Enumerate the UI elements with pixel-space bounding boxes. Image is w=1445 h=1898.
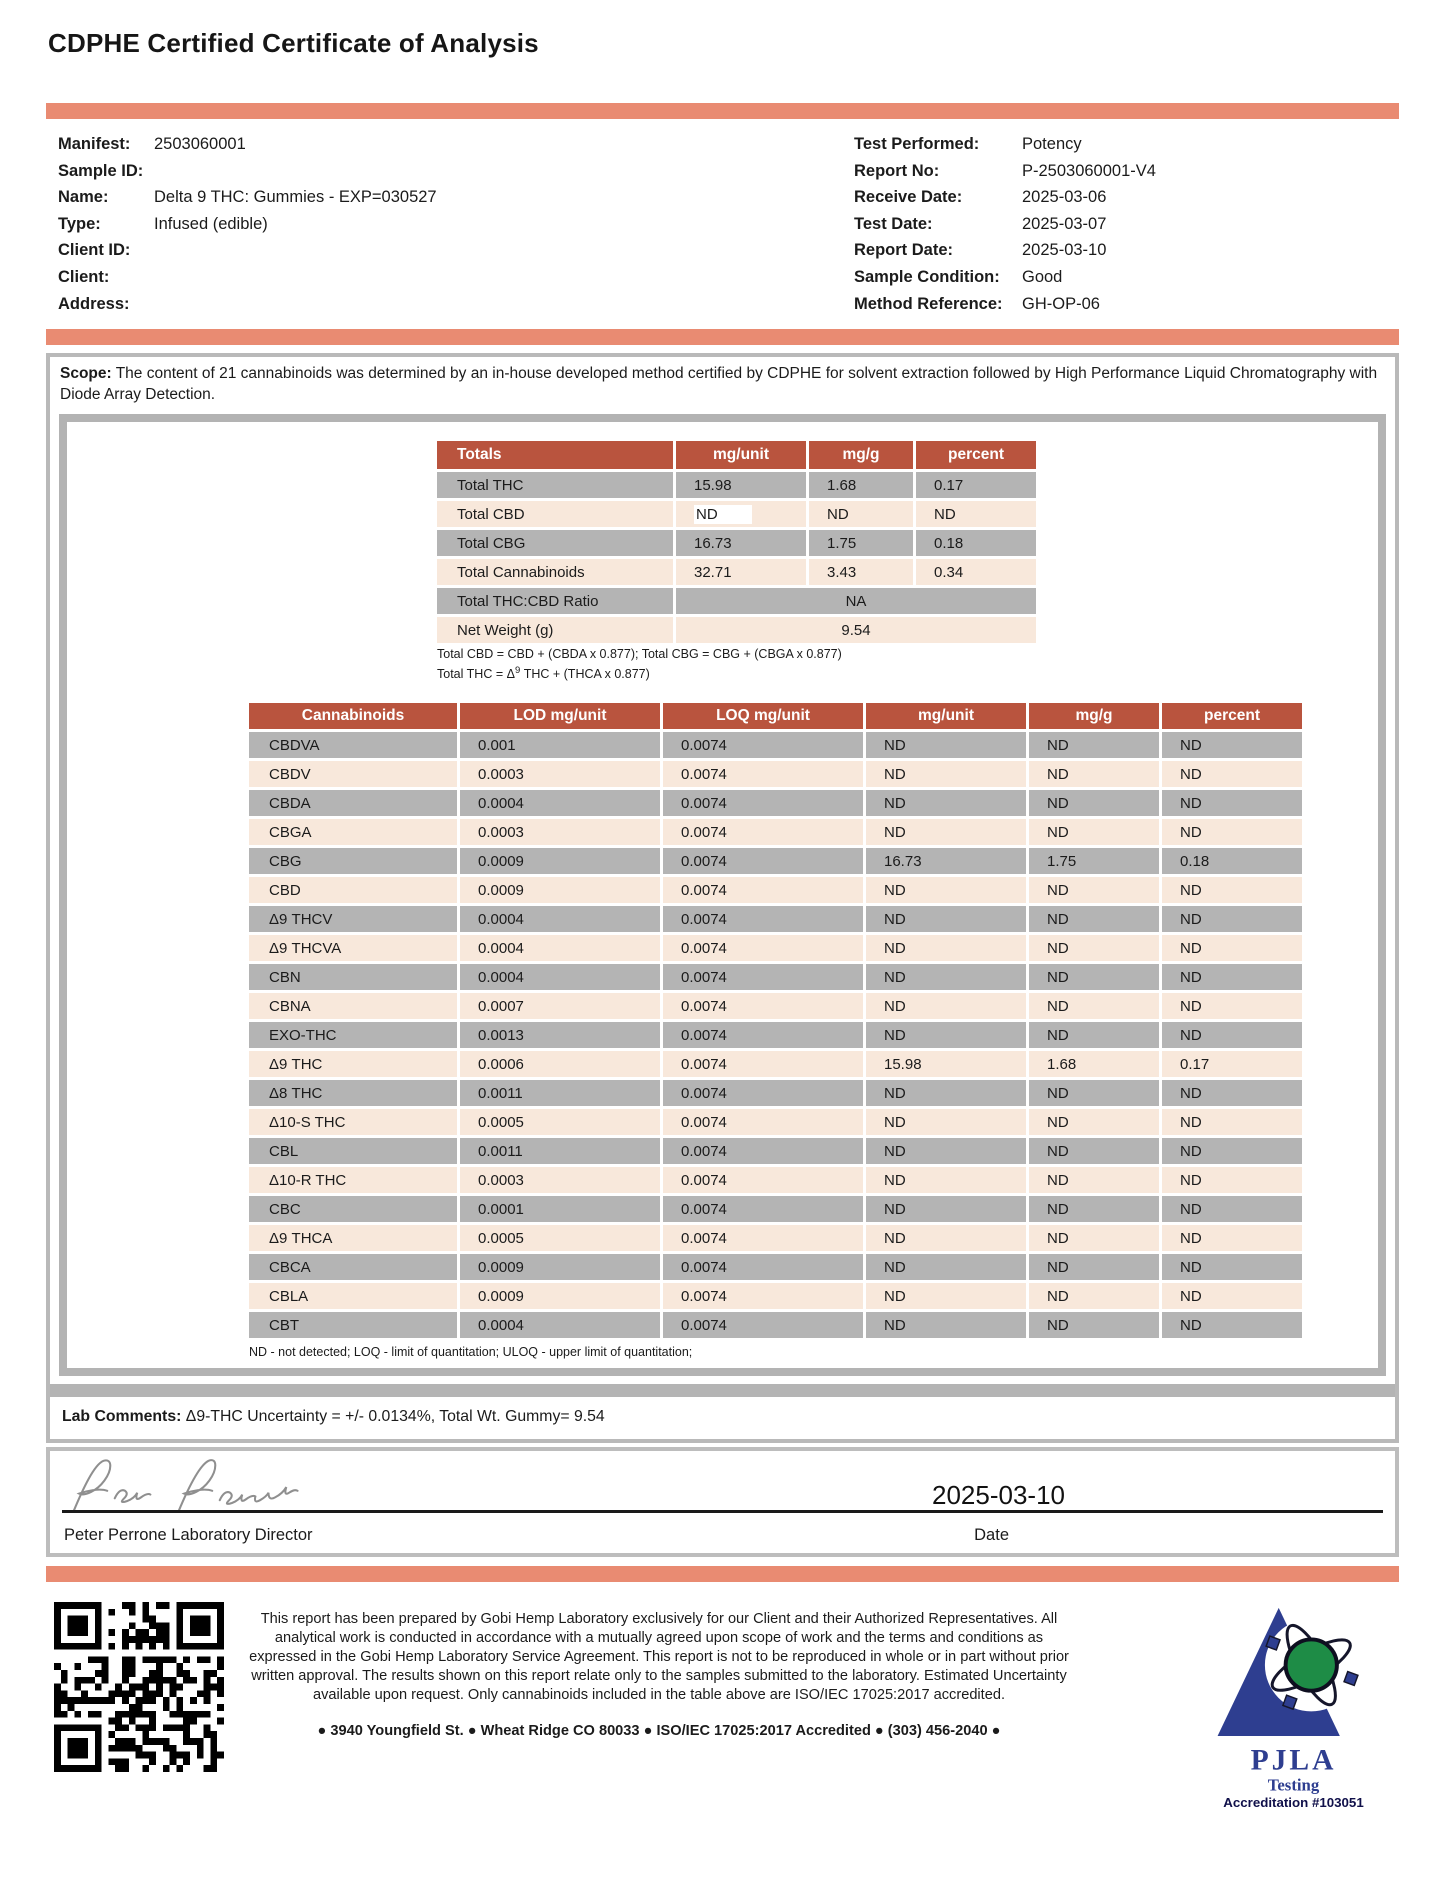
row-label: EXO-THC (249, 1022, 457, 1048)
table-cell: 9.54 (676, 617, 1036, 643)
divider-gray-bar (50, 1384, 1395, 1397)
table-row (249, 1109, 1302, 1135)
table-row (249, 906, 1302, 932)
row-label: Total THC:CBD Ratio (437, 588, 673, 614)
info-value: Potency (1022, 135, 1082, 153)
signatory-name: Peter Perrone Laboratory Director (64, 1526, 313, 1545)
table-cell: 0.0006 (460, 1051, 660, 1077)
results-frame (59, 414, 1386, 1376)
info-label: Sample Condition: (854, 267, 1000, 286)
table-cell: ND (866, 1109, 1026, 1135)
lab-comments (50, 1397, 1395, 1439)
column-header: Cannabinoids (249, 703, 457, 729)
table-cell: 0.0004 (460, 1312, 660, 1338)
pjla-logo-image (1201, 1598, 1386, 1810)
footer-center (240, 1596, 1078, 1815)
table-cell: ND (1029, 964, 1159, 990)
row-label: Δ9 THC (249, 1051, 457, 1077)
table-cell: 0.0074 (663, 935, 863, 961)
table-cell: 32.71 (676, 559, 806, 585)
scope-label: Scope: (60, 365, 112, 383)
info-field (58, 158, 854, 185)
table-cell: ND (1029, 1022, 1159, 1048)
table-row (249, 1196, 1302, 1222)
scope-section (50, 357, 1395, 414)
info-field (854, 131, 1387, 158)
table-cell: ND (809, 501, 913, 527)
table-cell: ND (1162, 906, 1302, 932)
table-cell: 0.0003 (460, 1167, 660, 1193)
row-label: Δ10-R THC (249, 1167, 457, 1193)
table-cell: 0.0004 (460, 790, 660, 816)
table-cell (676, 501, 806, 527)
info-label: Test Date: (854, 214, 933, 233)
row-label: Total CBD (437, 501, 673, 527)
column-header: Totals (437, 441, 673, 469)
table-cell: ND (866, 993, 1026, 1019)
table-cell: 0.0074 (663, 790, 863, 816)
table-row (249, 1138, 1302, 1164)
table-cell: 15.98 (676, 472, 806, 498)
table-cell: ND (916, 501, 1036, 527)
info-label: Client: (58, 267, 110, 286)
table-cell: ND (866, 761, 1026, 787)
info-label: Sample ID: (58, 161, 144, 180)
table-cell: ND (866, 790, 1026, 816)
pjla-logo (1201, 1596, 1391, 1815)
table-cell: 0.0074 (663, 1167, 863, 1193)
table-cell: 0.001 (460, 732, 660, 758)
table-row (249, 732, 1302, 758)
table-cell: 3.43 (809, 559, 913, 585)
table-cell: ND (1162, 935, 1302, 961)
row-label: Total Cannabinoids (437, 559, 673, 585)
table-cell: 0.0003 (460, 761, 660, 787)
row-label: CBT (249, 1312, 457, 1338)
table-cell: 1.68 (1029, 1051, 1159, 1077)
table-cell: ND (866, 1196, 1026, 1222)
info-label: Receive Date: (854, 188, 963, 207)
table-row (249, 1254, 1302, 1280)
row-label: CBG (249, 848, 457, 874)
table-cell: 0.18 (916, 530, 1036, 556)
info-label: Name: (58, 188, 109, 207)
table-cell: 0.0074 (663, 761, 863, 787)
table-cell: 0.0074 (663, 964, 863, 990)
table-cell: ND (1029, 761, 1159, 787)
row-label: Δ9 THCVA (249, 935, 457, 961)
info-value: 2025-03-06 (1022, 188, 1107, 207)
table-cell: 0.0074 (663, 877, 863, 903)
table-cell: 0.0074 (663, 1254, 863, 1280)
signature-date: 2025-03-10 (932, 1480, 1065, 1511)
table-cell: ND (866, 732, 1026, 758)
info-label: Type: (58, 214, 101, 233)
table-cell: 0.0074 (663, 819, 863, 845)
table-cell: 0.34 (916, 559, 1036, 585)
table-cell: ND (1162, 732, 1302, 758)
divider-bar-mid (46, 329, 1399, 345)
table-cell: ND (866, 1138, 1026, 1164)
info-label: Address: (58, 294, 130, 313)
table-cell: 0.0074 (663, 993, 863, 1019)
table-cell: 0.0074 (663, 848, 863, 874)
totals-footnote-1: Total CBD = CBD + (CBDA x 0.877); Total CBG = CBG + (CBGA x 0.877) (437, 647, 842, 662)
table-cell: 0.0074 (663, 1022, 863, 1048)
table-cell: 0.0011 (460, 1138, 660, 1164)
column-header: mg/g (1029, 703, 1159, 729)
row-label: CBL (249, 1138, 457, 1164)
table-cell: ND (1162, 877, 1302, 903)
info-value: GH-OP-06 (1022, 294, 1100, 313)
table-cell: ND (1162, 1022, 1302, 1048)
table-cell: 1.75 (809, 530, 913, 556)
table-cell: ND (866, 1312, 1026, 1338)
row-label: Δ10-S THC (249, 1109, 457, 1135)
info-field (58, 184, 854, 211)
divider-bar-top (46, 103, 1399, 119)
info-value: 2025-03-07 (1022, 214, 1107, 233)
row-label: CBDVA (249, 732, 457, 758)
table-cell: ND (1162, 790, 1302, 816)
table-row (249, 1080, 1302, 1106)
table-cell: ND (1162, 1225, 1302, 1251)
table-row (249, 1225, 1302, 1251)
table-cell: 0.0074 (663, 1225, 863, 1251)
table-row (437, 559, 1036, 585)
table-cell: ND (866, 877, 1026, 903)
pjla-accreditation: Accreditation #103051 (1223, 1795, 1364, 1811)
lab-comments-label: Lab Comments: (62, 1408, 182, 1426)
row-label: Δ8 THC (249, 1080, 457, 1106)
qr-code-image (54, 1602, 224, 1772)
info-value: Delta 9 THC: Gummies - EXP=030527 (154, 188, 437, 207)
table-cell: ND (866, 819, 1026, 845)
table-cell: ND (1162, 819, 1302, 845)
row-label: CBN (249, 964, 457, 990)
table-cell: ND (1162, 964, 1302, 990)
certificate-page (0, 28, 1445, 1815)
table-row (249, 790, 1302, 816)
info-field (854, 291, 1387, 318)
table-cell: ND (1162, 1138, 1302, 1164)
row-label: Net Weight (g) (437, 617, 673, 643)
table-cell: ND (1029, 1109, 1159, 1135)
table-header-row (249, 703, 1302, 729)
table-cell: 0.0074 (663, 1283, 863, 1309)
table-cell: ND (1029, 877, 1159, 903)
qr-code (54, 1596, 226, 1815)
footer (46, 1596, 1399, 1815)
info-field (58, 131, 854, 158)
date-label: Date (974, 1526, 1009, 1545)
table-cell: 0.0005 (460, 1225, 660, 1251)
info-field (854, 264, 1387, 291)
table-footnote: ND - not detected; LOQ - limit of quantitation; ULOQ - upper limit of quantitation; (249, 1345, 693, 1360)
highlighted-value: ND (694, 505, 752, 524)
info-field (854, 184, 1387, 211)
table-cell: ND (1162, 1312, 1302, 1338)
row-label: CBNA (249, 993, 457, 1019)
table-cell: 0.0074 (663, 1138, 863, 1164)
row-label: CBD (249, 877, 457, 903)
info-field (854, 158, 1387, 185)
report-info-right (854, 131, 1387, 317)
disclaimer-text: This report has been prepared by Gobi Hemp Laboratory exclusively for our Client and their Authorized Representatives. All analytical work is conducted in accordance with a mutually agreed upon scope of work and the terms and conditions as expressed in the Gobi Hemp Laboratory Service Agreement. This report is not to be reproduced in whole or in part without prior written approval. The results shown on this report relate only to the samples submitted to the laboratory. Estimated Uncertainty available upon request. Only cannabinoids included in the table above are ISO/IEC 17025:2017 accredited. (249, 1611, 1069, 1704)
table-cell: ND (1029, 1254, 1159, 1280)
info-label: Report Date: (854, 241, 954, 260)
table-cell: 16.73 (866, 848, 1026, 874)
pjla-name: PJLA (1250, 1744, 1337, 1777)
table-cell: 0.0074 (663, 1312, 863, 1338)
table-cell: ND (1029, 1196, 1159, 1222)
table-cell: ND (866, 1283, 1026, 1309)
column-header: percent (916, 441, 1036, 469)
table-row (437, 530, 1036, 556)
table-cell: 0.0009 (460, 848, 660, 874)
info-value: 2503060001 (154, 135, 246, 153)
table-cell: 1.75 (1029, 848, 1159, 874)
table-row (249, 1051, 1302, 1077)
table-cell: 0.0004 (460, 964, 660, 990)
table-cell: NA (676, 588, 1036, 614)
table-cell: ND (1029, 790, 1159, 816)
table-cell: ND (866, 935, 1026, 961)
table-cell: ND (1162, 993, 1302, 1019)
table-row (249, 1022, 1302, 1048)
info-field (58, 264, 854, 291)
table-row (249, 1312, 1302, 1338)
table-cell: 0.18 (1162, 848, 1302, 874)
column-header: mg/unit (866, 703, 1026, 729)
table-cell: 0.0009 (460, 1254, 660, 1280)
signature-rule (62, 1510, 1383, 1513)
totals-table (434, 438, 1039, 646)
table-cell: ND (866, 906, 1026, 932)
table-cell: ND (866, 1254, 1026, 1280)
table-cell: ND (866, 1080, 1026, 1106)
table-cell: ND (1029, 1080, 1159, 1106)
table-row (249, 848, 1302, 874)
table-cell: 0.0004 (460, 935, 660, 961)
table-cell: 0.0007 (460, 993, 660, 1019)
table-cell: ND (1162, 1196, 1302, 1222)
table-cell: 0.0074 (663, 1109, 863, 1135)
info-label: Manifest: (58, 135, 131, 153)
table-cell: 0.17 (916, 472, 1036, 498)
table-cell: ND (1162, 1080, 1302, 1106)
info-field (58, 211, 854, 238)
cannabinoids-table (246, 700, 1305, 1341)
table-header-row (437, 441, 1036, 469)
row-label: Δ9 THCA (249, 1225, 457, 1251)
column-header: LOQ mg/unit (663, 703, 863, 729)
table-cell: ND (1162, 1109, 1302, 1135)
table-cell: ND (1029, 993, 1159, 1019)
table-row (437, 617, 1036, 643)
table-cell: 0.0001 (460, 1196, 660, 1222)
row-label: Δ9 THCV (249, 906, 457, 932)
table-cell: ND (866, 1225, 1026, 1251)
table-cell: 0.0074 (663, 1196, 863, 1222)
table-cell: ND (1029, 1283, 1159, 1309)
column-header: mg/g (809, 441, 913, 469)
table-cell: ND (1029, 732, 1159, 758)
row-label: CBDV (249, 761, 457, 787)
info-label: Client ID: (58, 241, 131, 260)
table-cell: 0.0074 (663, 732, 863, 758)
table-cell: 16.73 (676, 530, 806, 556)
row-label: CBCA (249, 1254, 457, 1280)
table-cell: ND (1162, 1167, 1302, 1193)
table-cell: 15.98 (866, 1051, 1026, 1077)
info-label: Method Reference: (854, 294, 1003, 313)
column-header: percent (1162, 703, 1302, 729)
info-value: 2025-03-10 (1022, 241, 1107, 260)
info-field (854, 211, 1387, 238)
table-cell: 0.0009 (460, 877, 660, 903)
info-field (58, 237, 854, 264)
lab-address-line: ● 3940 Youngfield St. ● Wheat Ridge CO 80033 ● ISO/IEC 17025:2017 Accredited ● (303) 456-2040 ● (317, 1723, 1001, 1740)
scope-text: The content of 21 cannabinoids was determined by an in-house developed method certified by CDPHE for solvent extraction followed by High Performance Liquid Chromatography with Diode Array Detection. (60, 365, 1378, 404)
lab-comments-text: Δ9-THC Uncertainty = +/- 0.0134%, Total Wt. Gummy= 9.54 (181, 1408, 605, 1426)
table-cell: 0.17 (1162, 1051, 1302, 1077)
row-label: CBDA (249, 790, 457, 816)
table-row (249, 761, 1302, 787)
row-label: CBGA (249, 819, 457, 845)
table-cell: 0.0074 (663, 906, 863, 932)
info-label: Test Performed: (854, 135, 980, 153)
table-cell: ND (1029, 1138, 1159, 1164)
table-row (437, 588, 1036, 614)
totals-footnote-2: Total THC = $\Delta^9$ THC + (THCA x 0.877) (437, 664, 650, 681)
info-field (58, 291, 854, 318)
row-label: Total THC (437, 472, 673, 498)
table-cell: 0.0003 (460, 819, 660, 845)
table-row (249, 819, 1302, 845)
table-cell: ND (1029, 1312, 1159, 1338)
signature-section (46, 1447, 1399, 1557)
table-row (437, 501, 1036, 527)
table-cell: ND (866, 964, 1026, 990)
table-cell: 0.0004 (460, 906, 660, 932)
table-row (249, 1283, 1302, 1309)
table-cell: ND (1162, 761, 1302, 787)
info-value: Good (1022, 267, 1063, 286)
table-row (249, 964, 1302, 990)
table-row (249, 1167, 1302, 1193)
info-value: P-2503060001-V4 (1022, 161, 1156, 180)
table-cell: 0.0074 (663, 1051, 863, 1077)
table-row (437, 472, 1036, 498)
table-row (249, 935, 1302, 961)
info-field (854, 237, 1387, 264)
pjla-subtitle: Testing (1267, 1775, 1320, 1795)
table-row (249, 877, 1302, 903)
table-cell: ND (1162, 1254, 1302, 1280)
signature-caption-row (64, 1526, 1381, 1545)
table-cell: ND (1029, 935, 1159, 961)
table-cell: 0.0011 (460, 1080, 660, 1106)
row-label: CBLA (249, 1283, 457, 1309)
table-cell: ND (866, 1167, 1026, 1193)
table-cell: ND (1029, 906, 1159, 932)
table-row (249, 993, 1302, 1019)
info-value: Infused (edible) (154, 214, 268, 233)
table-cell: ND (1029, 1167, 1159, 1193)
sample-info-section (46, 119, 1399, 323)
table-cell: 0.0013 (460, 1022, 660, 1048)
row-label: Total CBG (437, 530, 673, 556)
sample-info-left (58, 131, 854, 317)
column-header: mg/unit (676, 441, 806, 469)
page-title: CDPHE Certified Certificate of Analysis (48, 28, 539, 58)
table-cell: ND (1029, 1225, 1159, 1251)
table-cell: 0.0074 (663, 1080, 863, 1106)
row-label: CBC (249, 1196, 457, 1222)
table-cell: 1.68 (809, 472, 913, 498)
table-cell: ND (1029, 819, 1159, 845)
divider-bar-bottom (46, 1566, 1399, 1582)
table-cell: ND (1162, 1283, 1302, 1309)
table-cell: 0.0005 (460, 1109, 660, 1135)
column-header: LOD mg/unit (460, 703, 660, 729)
table-cell: 0.0009 (460, 1283, 660, 1309)
table-cell: ND (866, 1022, 1026, 1048)
results-wrapper (46, 353, 1399, 1443)
info-label: Report No: (854, 161, 940, 180)
